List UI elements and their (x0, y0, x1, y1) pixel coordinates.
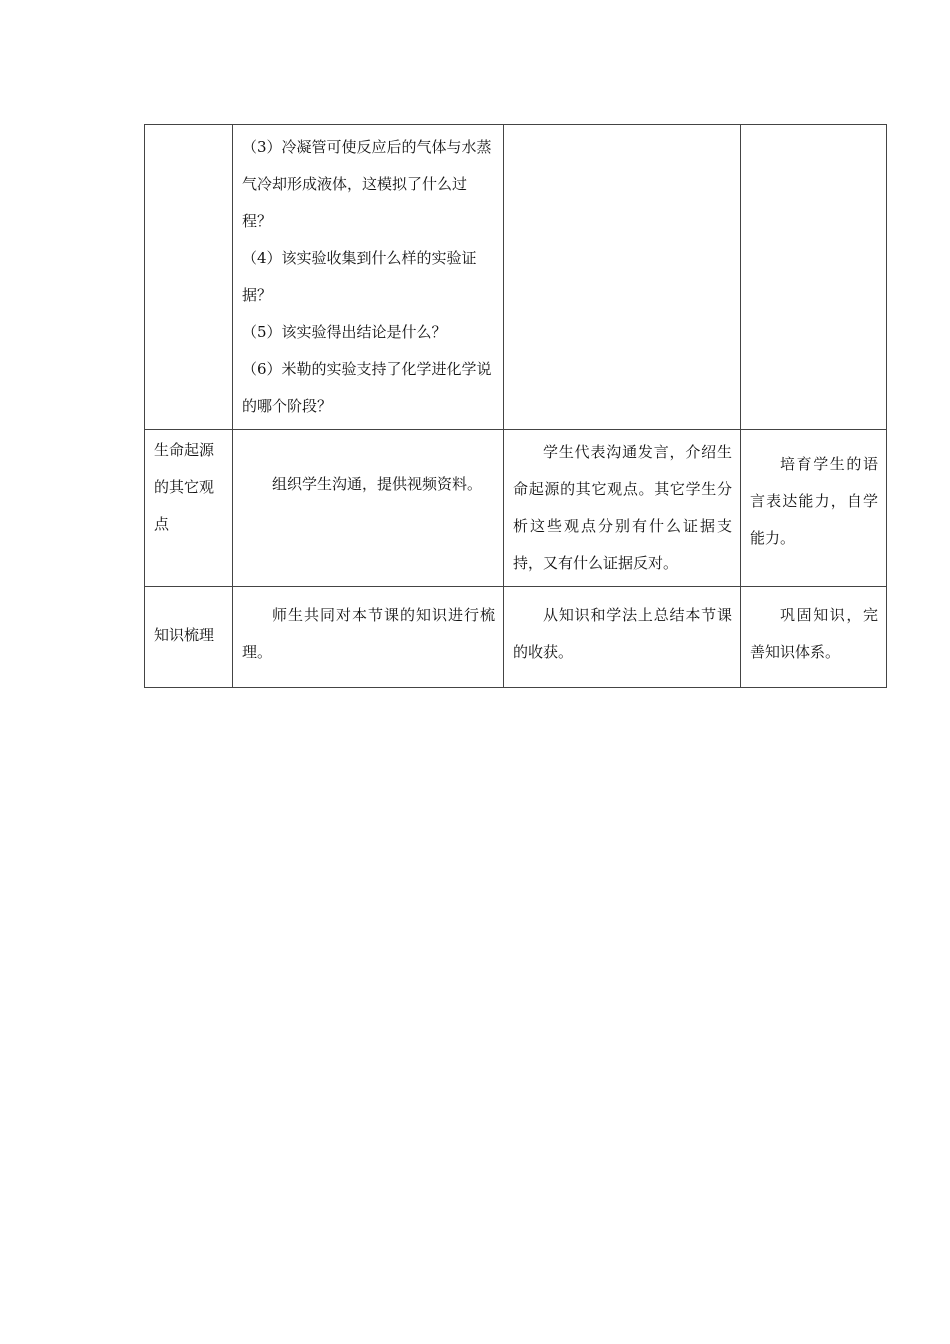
stage-cell: 知识梳理 (145, 587, 233, 688)
question-item: （6）米勒的实验支持了化学进化学说的哪个阶段？ (242, 360, 492, 415)
student-activity-cell (504, 125, 741, 430)
stage-cell (145, 125, 233, 430)
question-item: （5）该实验得出结论是什么？ (242, 323, 447, 341)
student-activity-cell: 从知识和学法上总结本节课的收获。 (504, 587, 741, 688)
stage-cell: 生命起源的其它观点 (145, 430, 233, 587)
table-row (145, 125, 887, 430)
table-row (145, 430, 887, 587)
teacher-activity-cell: 组织学生沟通，提供视频资料。 (233, 430, 504, 587)
question-item: （4）该实验收集到什么样的实验证据？ (242, 249, 477, 304)
table-row (145, 587, 887, 688)
question-item: （3）冷凝管可使反应后的气体与水蒸气冷却形成液体，这模拟了什么过程？ (242, 138, 492, 230)
design-intent-cell: 巩固知识，完善知识体系。 (741, 587, 887, 688)
design-intent-cell (741, 125, 887, 430)
teacher-activity-cell: 师生共同对本节课的知识进行梳理。 (233, 587, 504, 688)
teacher-activity-cell (233, 125, 504, 430)
design-intent-cell: 培育学生的语言表达能力，自学能力。 (741, 430, 887, 587)
lesson-plan-table (144, 124, 887, 688)
student-activity-cell: 学生代表沟通发言，介绍生命起源的其它观点。其它学生分析这些观点分别有什么证据支持，又有什么证据反对。 (504, 430, 741, 587)
